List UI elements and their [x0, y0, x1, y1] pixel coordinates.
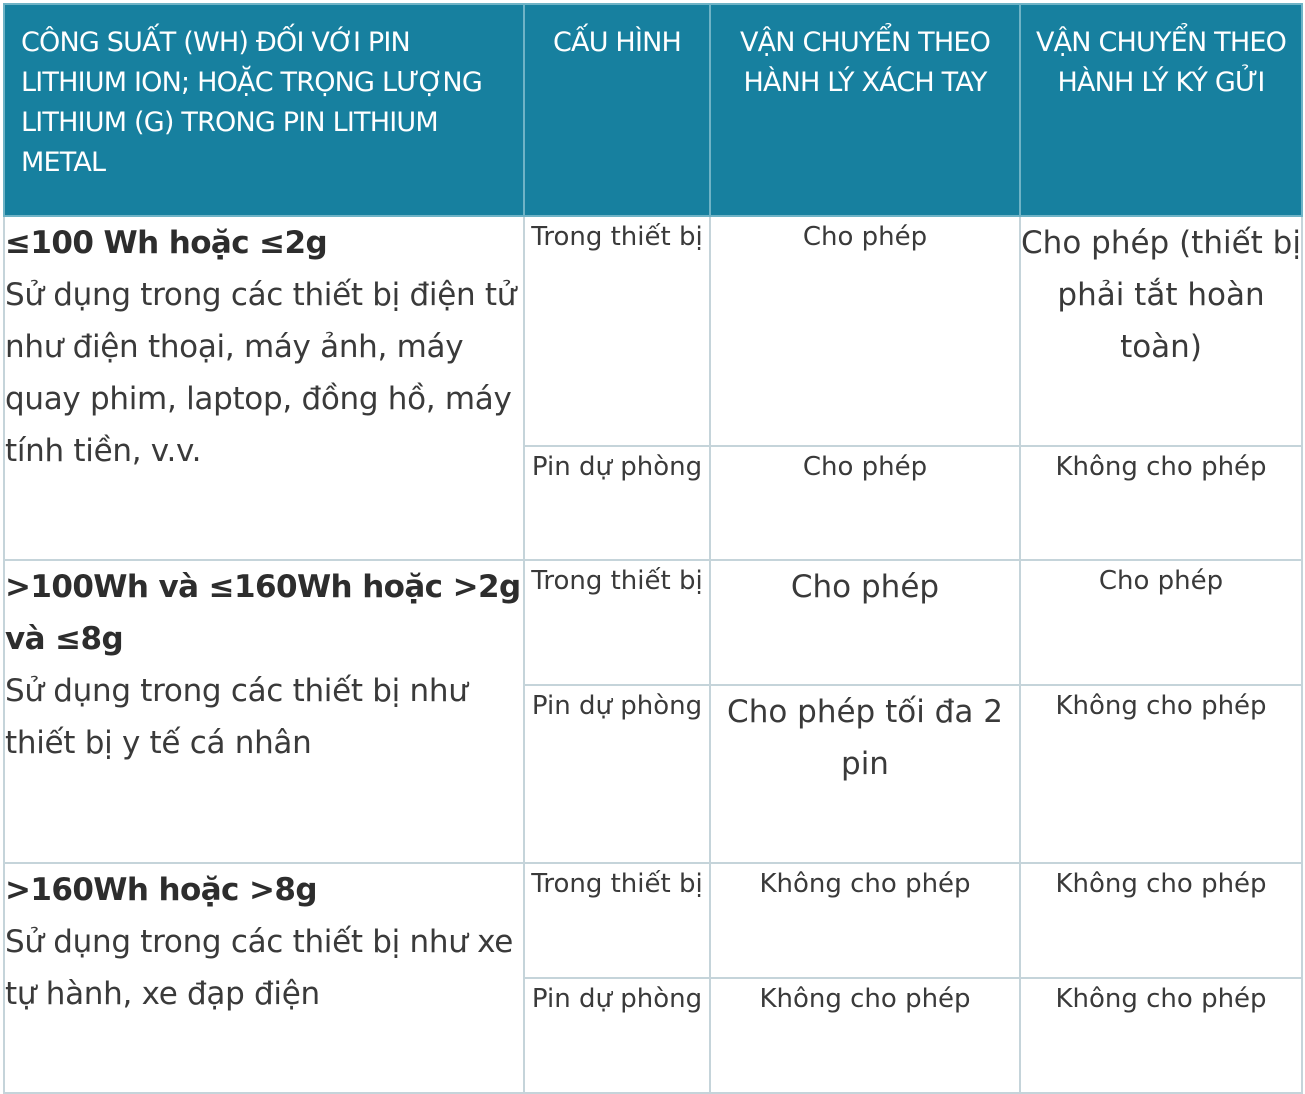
header-row [4, 4, 1302, 216]
configuration-cell: Trong thiết bị [524, 560, 710, 685]
checked-cell: Không cho phép [1020, 978, 1302, 1093]
capacity-description: Sử dụng trong các thiết bị như thiết bị y tế cá nhân [5, 673, 468, 761]
capacity-cell [4, 216, 524, 560]
table-row [4, 863, 1302, 978]
capacity-cell [4, 863, 524, 1093]
carry-on-cell: Cho phép [710, 216, 1020, 446]
capacity-cell [4, 560, 524, 863]
configuration-cell: Pin dự phòng [524, 446, 710, 560]
checked-cell: Không cho phép [1020, 685, 1302, 863]
header-checked: VẬN CHUYỂN THEO HÀNH LÝ KÝ GỬI [1020, 4, 1302, 216]
configuration-cell: Trong thiết bị [524, 863, 710, 978]
configuration-cell: Trong thiết bị [524, 216, 710, 446]
table-row [4, 560, 1302, 685]
capacity-title: ≤100 Wh hoặc ≤2g [5, 225, 328, 261]
header-capacity: CÔNG SUẤT (WH) ĐỐI VỚI PIN LITHIUM ION; HOẶC TRỌNG LƯỢNG LITHIUM (G) TRONG PIN LITHIUM METAL [4, 4, 524, 216]
carry-on-cell: Không cho phép [710, 978, 1020, 1093]
capacity-description: Sử dụng trong các thiết bị điện tử như điện thoại, máy ảnh, máy quay phim, laptop, đồng hồ, máy tính tiền, v.v. [5, 277, 517, 469]
capacity-title: >160Wh hoặc >8g [5, 872, 317, 908]
carry-on-cell: Không cho phép [710, 863, 1020, 978]
configuration-cell: Pin dự phòng [524, 978, 710, 1093]
carry-on-cell: Cho phép [710, 446, 1020, 560]
table-row [4, 216, 1302, 446]
checked-cell: Cho phép (thiết bị phải tắt hoàn toàn) [1020, 216, 1302, 446]
checked-cell: Không cho phép [1020, 446, 1302, 560]
battery-regulation-table [3, 3, 1303, 1094]
configuration-cell: Pin dự phòng [524, 685, 710, 863]
table-header [4, 4, 1302, 216]
carry-on-cell: Cho phép [710, 560, 1020, 685]
capacity-title: >100Wh và ≤160Wh hoặc >2g và ≤8g [5, 569, 521, 657]
header-carry-on: VẬN CHUYỂN THEO HÀNH LÝ XÁCH TAY [710, 4, 1020, 216]
checked-cell: Không cho phép [1020, 863, 1302, 978]
capacity-description: Sử dụng trong các thiết bị như xe tự hành, xe đạp điện [5, 924, 513, 1012]
header-configuration: CẤU HÌNH [524, 4, 710, 216]
table-body [4, 216, 1302, 1093]
checked-cell: Cho phép [1020, 560, 1302, 685]
carry-on-cell: Cho phép tối đa 2 pin [710, 685, 1020, 863]
